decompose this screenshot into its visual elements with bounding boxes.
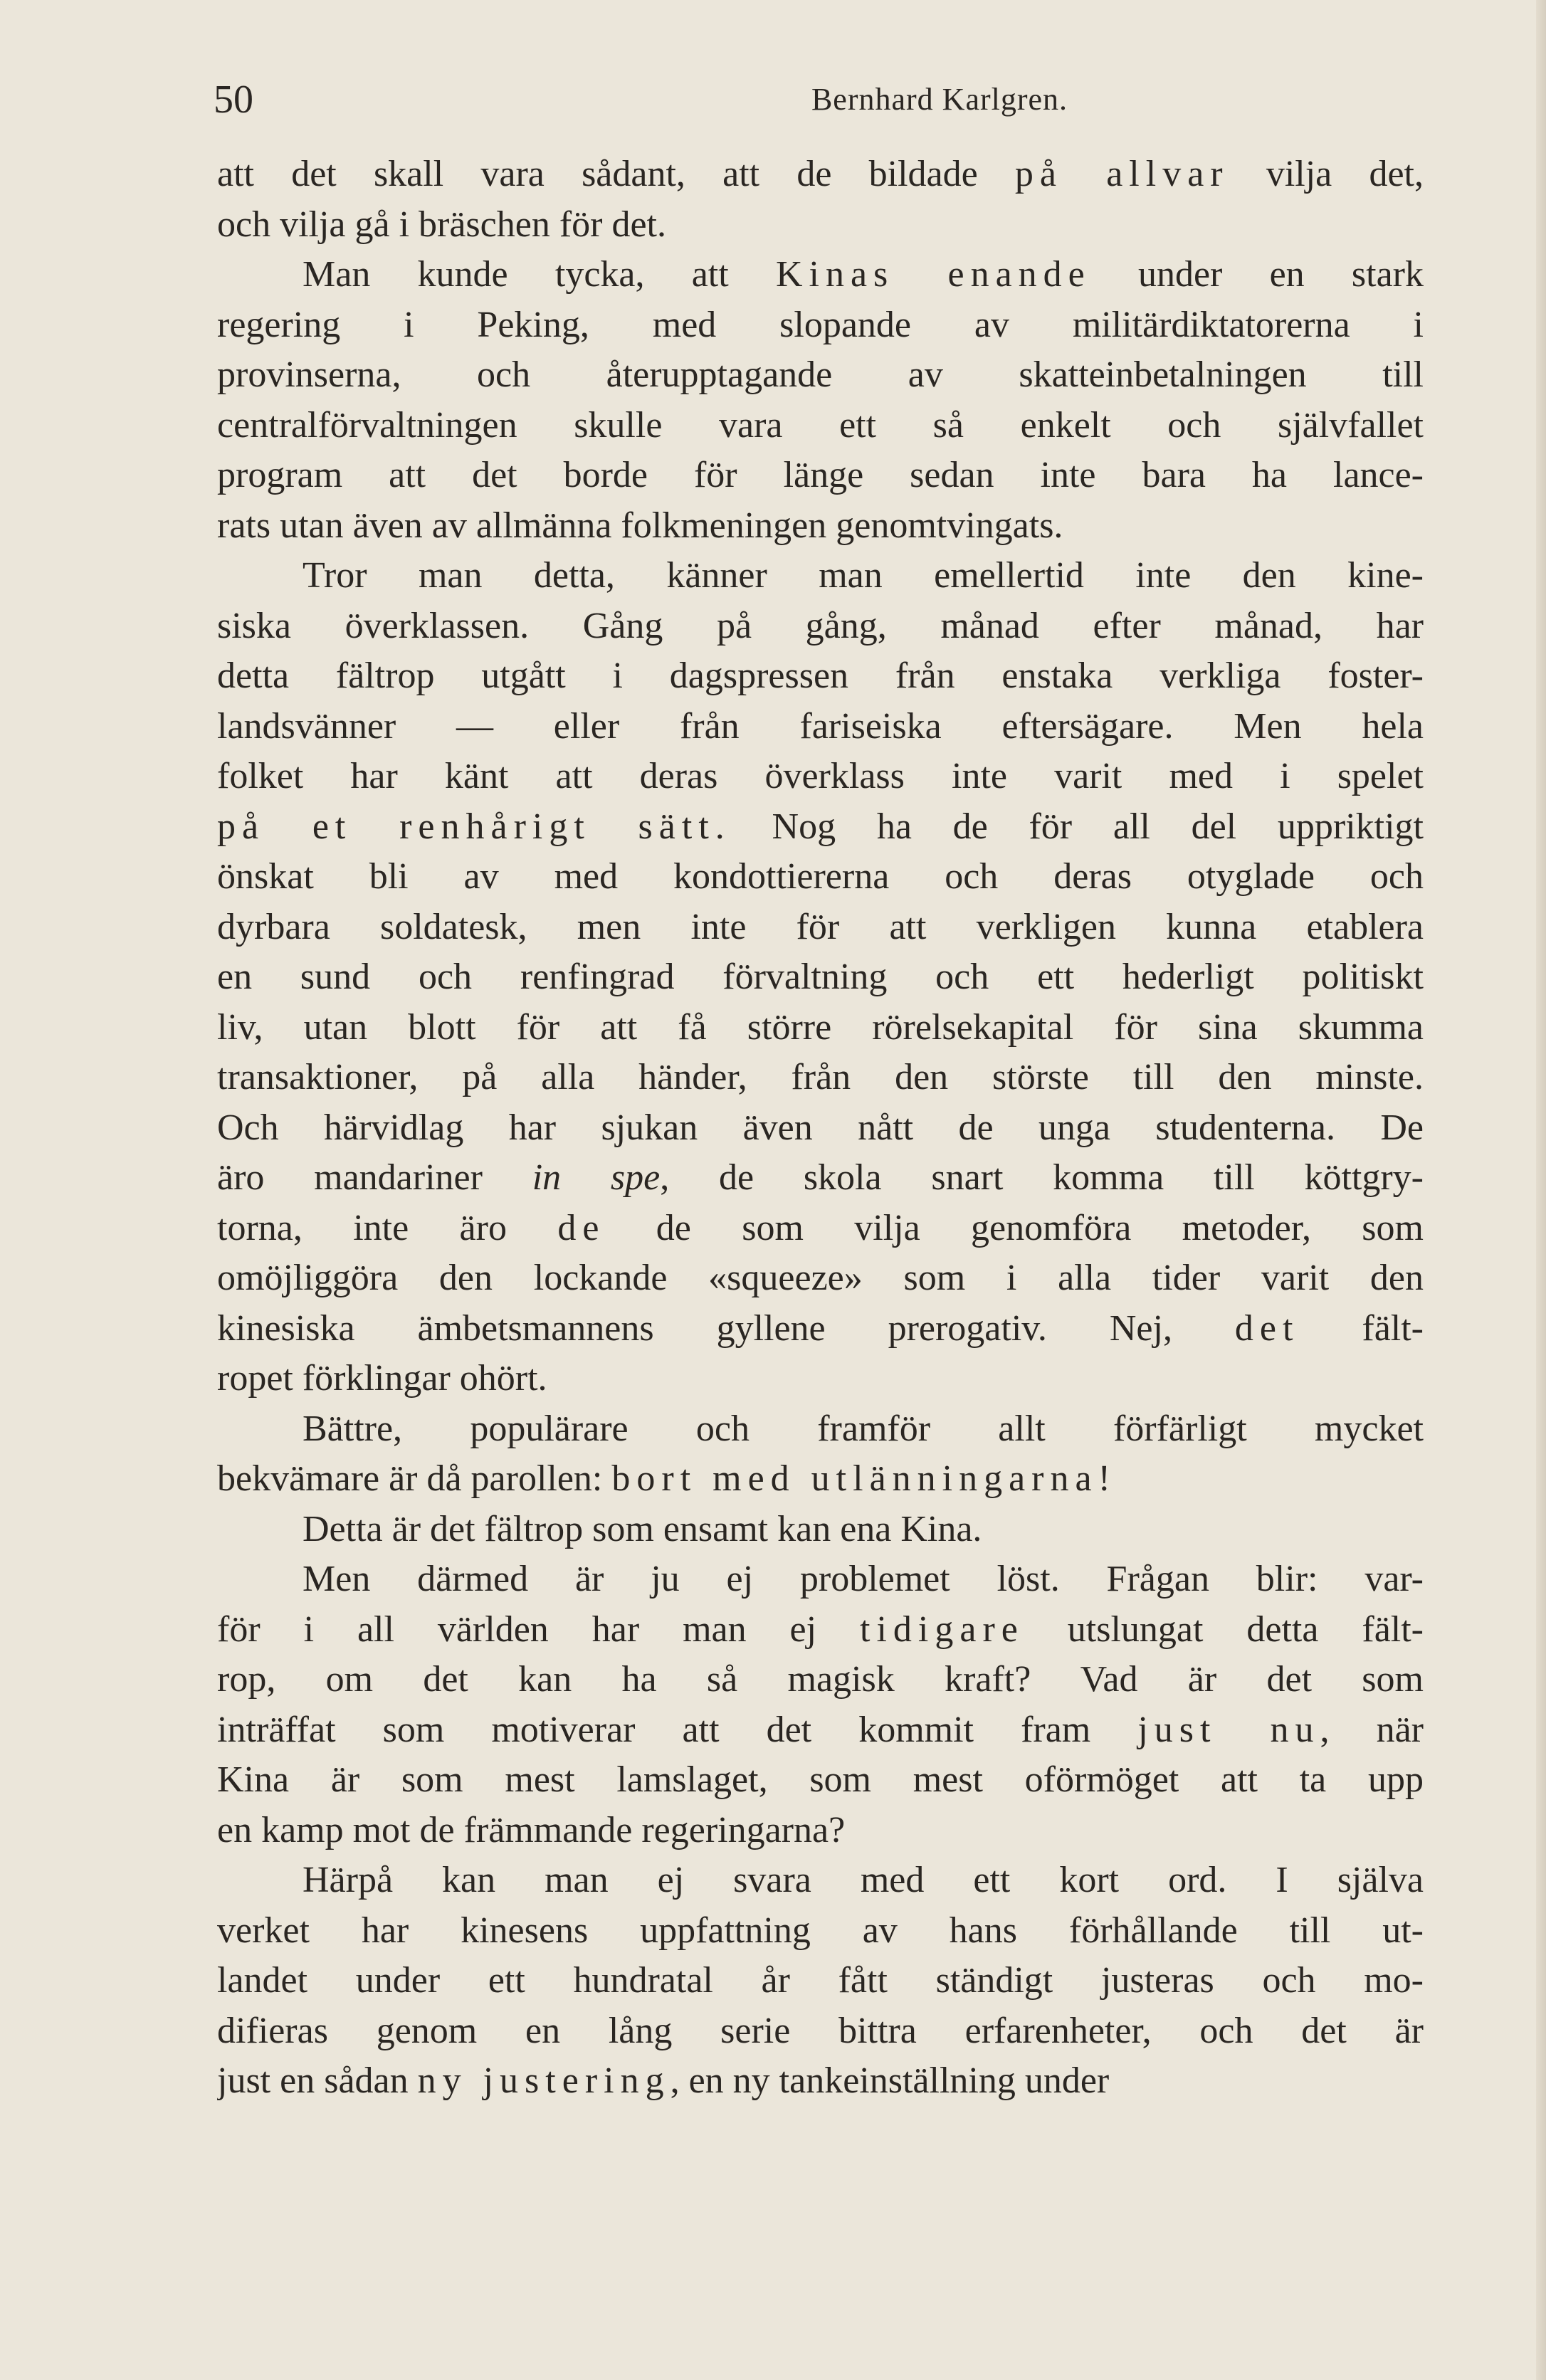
- text-line: transaktioner, på alla händer, från den störste till den minste.: [217, 1057, 1424, 1097]
- text-line: landet under ett hundratal år fått ständigt justeras och mo-: [217, 1960, 1424, 2001]
- text-line: regering i Peking, med slopande av militärdiktatorerna i: [217, 304, 1424, 345]
- text-line: rop, om det kan ha så magisk kraft? Vad är det som: [217, 1659, 1424, 1700]
- text-line: och vilja gå i bräschen för det.: [217, 204, 666, 245]
- text-line: landsvänner — eller från fariseiska eftersägare. Men hela: [217, 705, 1424, 747]
- spaced-emphasis: de: [557, 1207, 606, 1248]
- text-line: verket har kinesens uppfattning av hans förhållande till ut-: [217, 1910, 1424, 1951]
- text-line: på et renhårigt sätt. Nog ha de för all del uppriktigt: [217, 806, 1424, 847]
- text-line: en kamp mot de främmande regeringarna?: [217, 1809, 846, 1850]
- text-line: Men därmed är ju ej problemet löst. Frågan blir: var-: [303, 1559, 1424, 1599]
- spaced-emphasis: på et renhårigt sätt.: [217, 806, 731, 847]
- spaced-emphasis: på allvar: [1014, 154, 1229, 194]
- text-line: en sund och renfingrad förvaltning och ett hederligt politiskt: [217, 957, 1424, 997]
- paragraph: [217, 1855, 1424, 2107]
- text-line: detta fältrop utgått i dagspressen från enstaka verkliga foster-: [217, 655, 1424, 696]
- paragraph: [217, 149, 1424, 250]
- italic-emphasis: in spe: [532, 1157, 661, 1198]
- text-line: bekvämare är då parollen: bort med utlänningarna!: [217, 1458, 1117, 1499]
- page-edge: [1536, 0, 1546, 2380]
- text-line: för i all världen har man ej tidigare utslungat detta fält-: [217, 1608, 1424, 1650]
- text-line: Detta är det fältrop som ensamt kan ena Kina.: [303, 1508, 982, 1549]
- spaced-emphasis: bort med utlänningarna!: [611, 1458, 1117, 1499]
- paragraph: [217, 1505, 1424, 1555]
- spaced-emphasis: tidigare: [860, 1608, 1024, 1650]
- text-line: just en sådan ny justering, en ny tankeinställning under: [217, 2060, 1110, 2101]
- spaced-emphasis: det: [1234, 1307, 1300, 1349]
- paragraph: [217, 250, 1424, 551]
- running-head: Bernhard Karlgren.: [811, 82, 1068, 117]
- text-line: program att det borde för länge sedan inte bara ha lance-: [217, 455, 1424, 495]
- text-line: provinserna, och återupptagande av skatteinbetalningen till: [217, 354, 1424, 395]
- text-line: folket har känt att deras överklass inte varit med i spelet: [217, 756, 1424, 796]
- body-text: [217, 149, 1424, 2107]
- text-line: Och härvidlag har sjukan även nått de unga studenterna. De: [217, 1107, 1424, 1148]
- text-line: ropet förklingar ohört.: [217, 1358, 547, 1399]
- text-line: att det skall vara sådant, att de bildade på allvar vilja det,: [217, 154, 1424, 194]
- text-line: Kina är som mest lamslaget, som mest oförmöget att ta upp: [217, 1759, 1424, 1800]
- text-line: Tror man detta, känner man emellertid inte den kine-: [303, 555, 1424, 596]
- text-line: dyrbara soldatesk, men inte för att verkligen kunna etablera: [217, 906, 1424, 947]
- text-line: rats utan även av allmänna folkmeningen genomtvingats.: [217, 505, 1063, 546]
- text-line: omöjliggöra den lockande «squeeze» som i alla tider varit den: [217, 1258, 1424, 1298]
- spaced-emphasis: just nu: [1137, 1709, 1320, 1750]
- text-line: kinesiska ämbetsmannens gyllene prerogativ. Nej, det fält-: [217, 1307, 1424, 1349]
- page-number: 50: [214, 78, 253, 122]
- text-line: Man kunde tycka, att Kinas enande under en stark: [303, 254, 1424, 295]
- text-line: centralförvaltningen skulle vara ett så enkelt och självfallet: [217, 404, 1424, 446]
- text-line: äro mandariner in spe, de skola snart komma till köttgry-: [217, 1157, 1424, 1198]
- text-line: Härpå kan man ej svara med ett kort ord. I själva: [303, 1860, 1424, 1900]
- text-line: Bättre, populärare och framför allt förfärligt mycket: [303, 1408, 1424, 1449]
- page-header: [214, 71, 1431, 128]
- paragraph: [217, 1404, 1424, 1505]
- text-line: inträffat som motiverar att det kommit fram just nu, när: [217, 1709, 1424, 1750]
- paragraph: [217, 1554, 1424, 1855]
- text-line: önskat bli av med kondottiererna och deras otyglade och: [217, 856, 1424, 897]
- text-line: torna, inte äro de de som vilja genomföra metoder, som: [217, 1207, 1424, 1248]
- spaced-emphasis: Kinas enande: [775, 254, 1091, 295]
- paragraph: [217, 551, 1424, 1404]
- text-line: siska överklassen. Gång på gång, månad efter månad, har: [217, 605, 1424, 646]
- text-line: liv, utan blott för att få större rörelsekapital för sina skumma: [217, 1006, 1424, 1048]
- text-line: difieras genom en lång serie bittra erfarenheter, och det är: [217, 2010, 1424, 2051]
- spaced-emphasis: ny justering: [417, 2060, 671, 2101]
